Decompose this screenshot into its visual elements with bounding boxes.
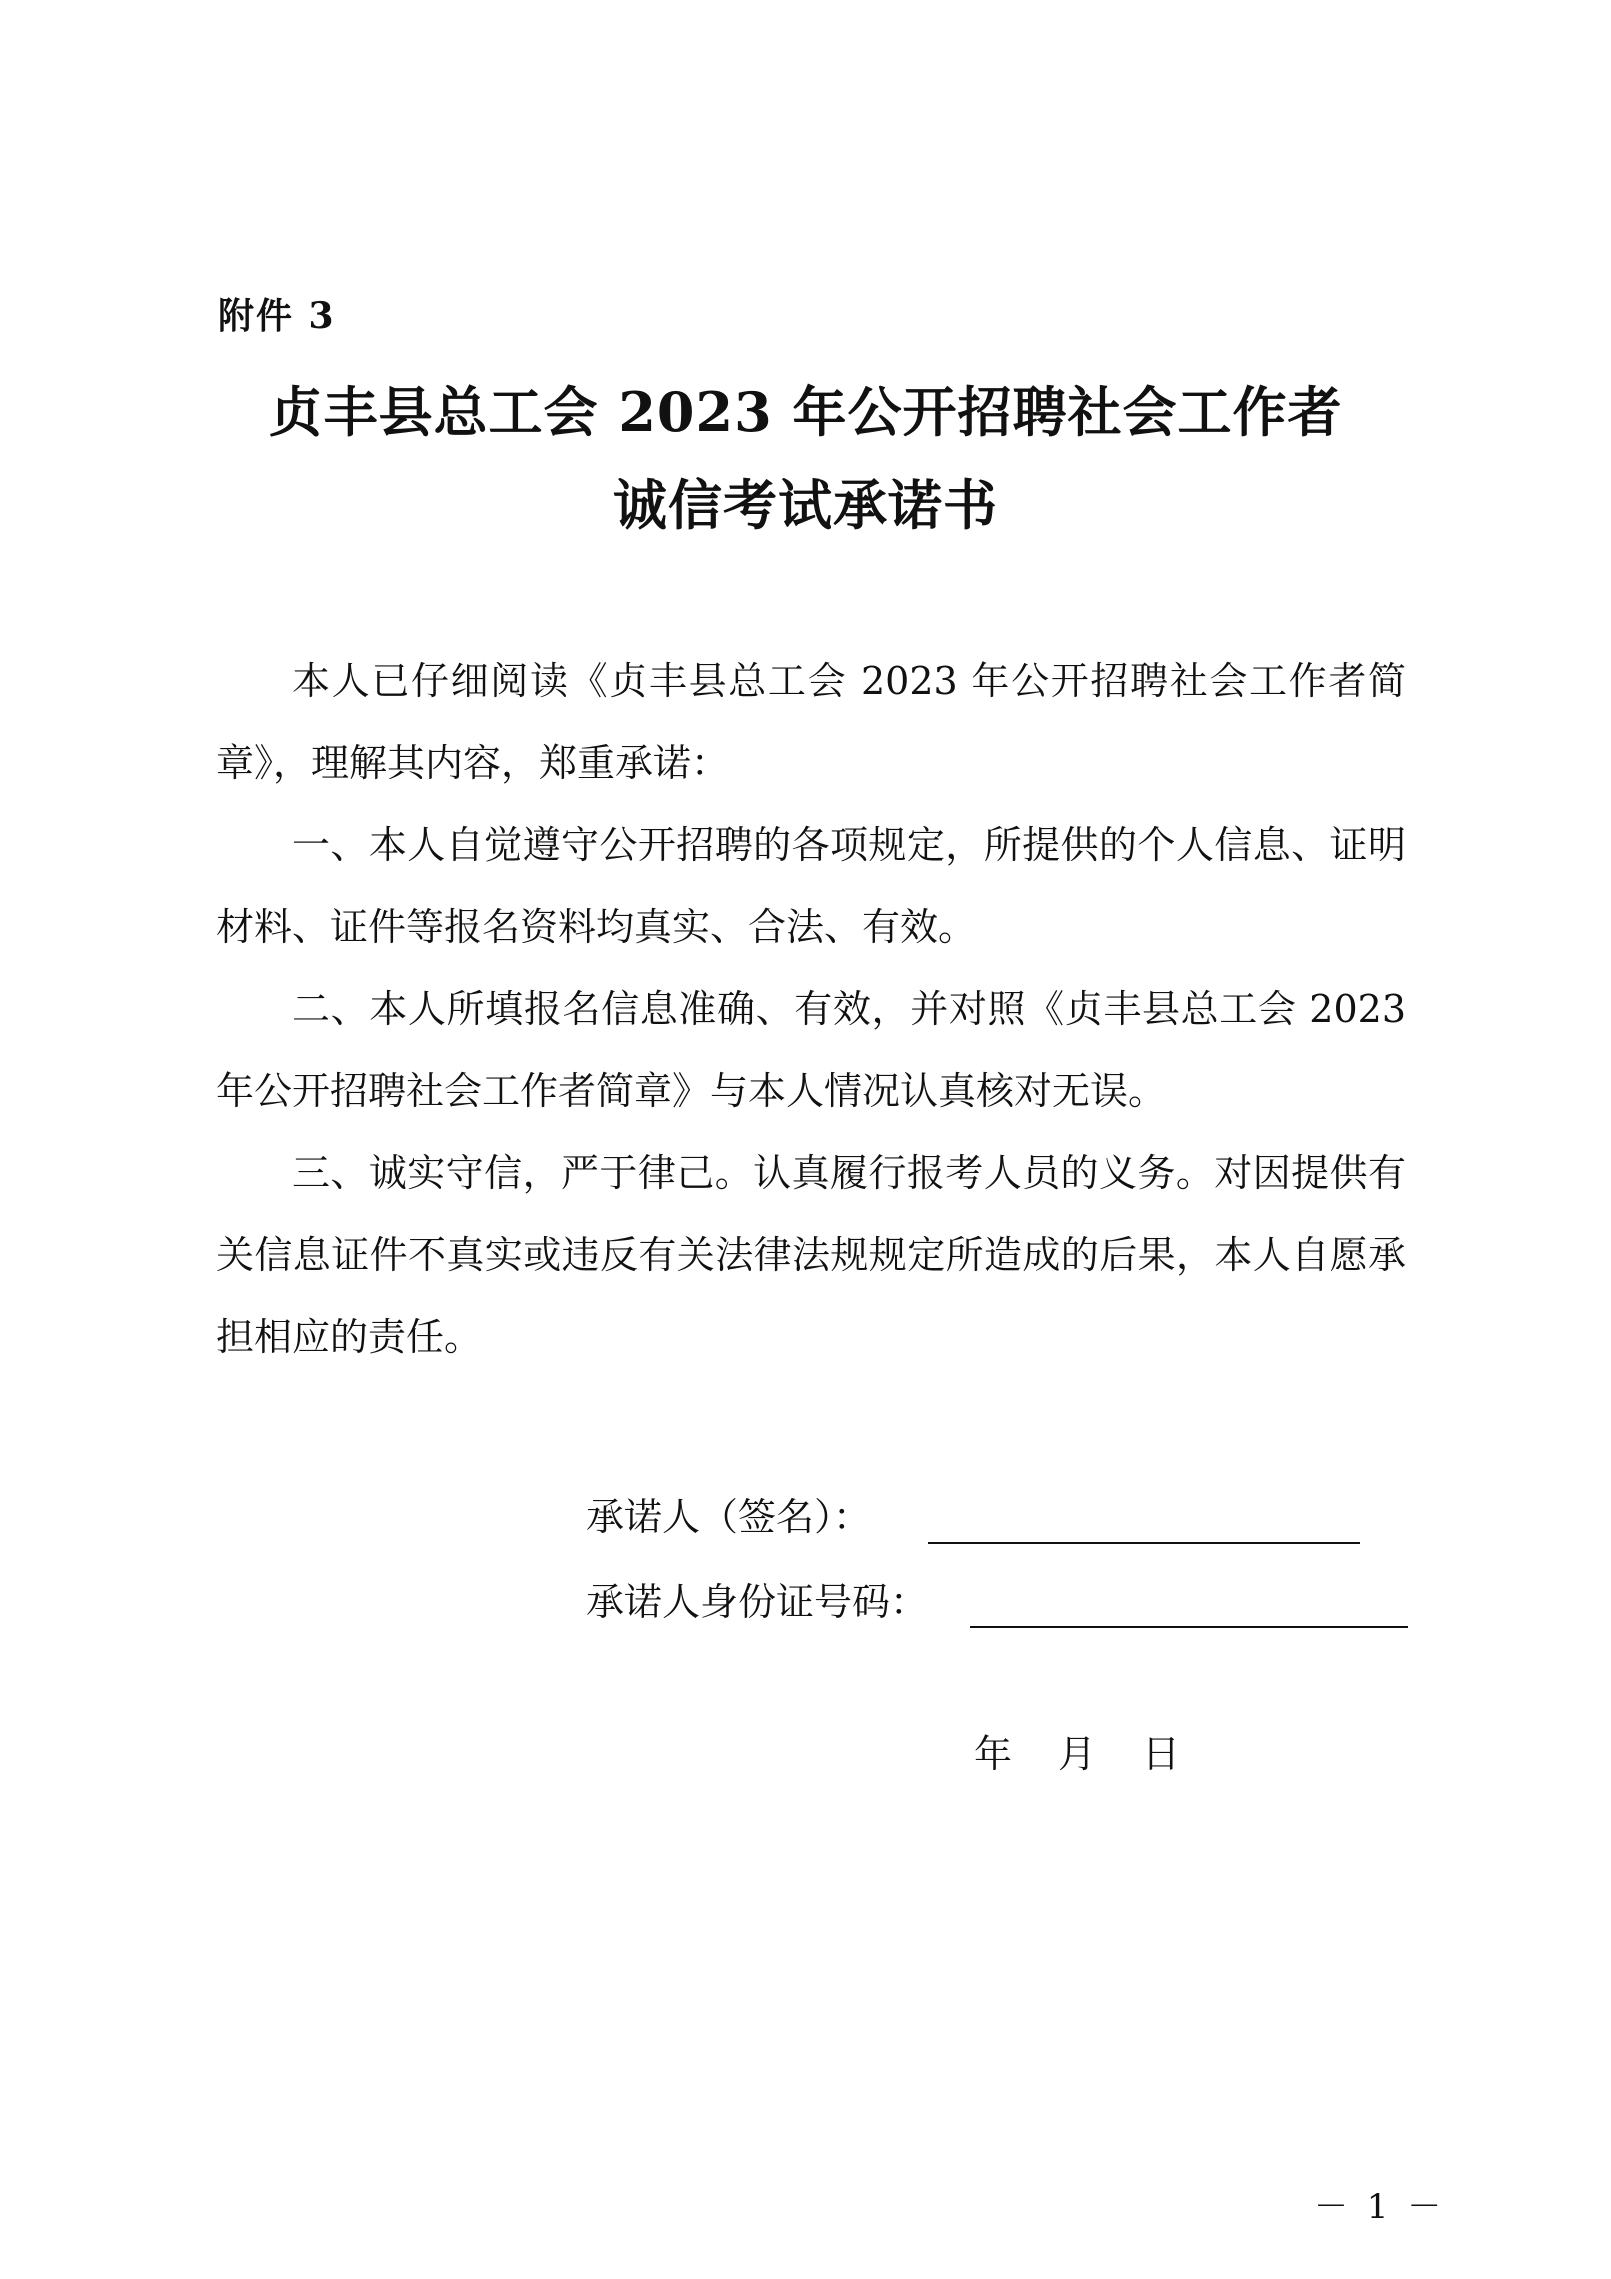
commitment-body [216,640,1406,1378]
signature-line[interactable] [928,1542,1360,1544]
commitment-item-1: 一、本人自觉遵守公开招聘的各项规定，所提供的个人信息、证明材料、证件等报名资料均真实、合法、有效。 [216,823,1406,949]
page-number: － 1 － [1314,2187,1446,2227]
attachment-label: 附件 3 [218,295,336,337]
date-row [974,1732,1181,1776]
date-year-label: 年 [974,1732,1013,1776]
intro-paragraph: 本人已仔细阅读《贞丰县总工会 2023 年公开招聘社会工作者简章》，理解其内容，郑重承诺： [216,659,1406,785]
date-day-label: 日 [1142,1732,1181,1776]
commitment-item-3: 三、诚实守信，严于律己。认真履行报考人员的义务。对因提供有关信息证件不真实或违反有关法律法规规定所造成的后果，本人自愿承担相应的责任。 [216,1151,1406,1359]
document-title-line-1: 贞丰县总工会 2023 年公开招聘社会工作者 [268,380,1343,444]
signer-label: 承诺人（签名）： [586,1495,872,1539]
id-number-label: 承诺人身份证号码： [586,1580,929,1624]
id-number-line[interactable] [970,1626,1408,1628]
date-month-label: 月 [1058,1732,1097,1776]
commitment-item-2: 二、本人所填报名信息准确、有效，并对照《贞丰县总工会 2023 年公开招聘社会工作者简章》与本人情况认真核对无误。 [216,987,1406,1113]
document-title-line-2: 诚信考试承诺书 [613,473,998,537]
